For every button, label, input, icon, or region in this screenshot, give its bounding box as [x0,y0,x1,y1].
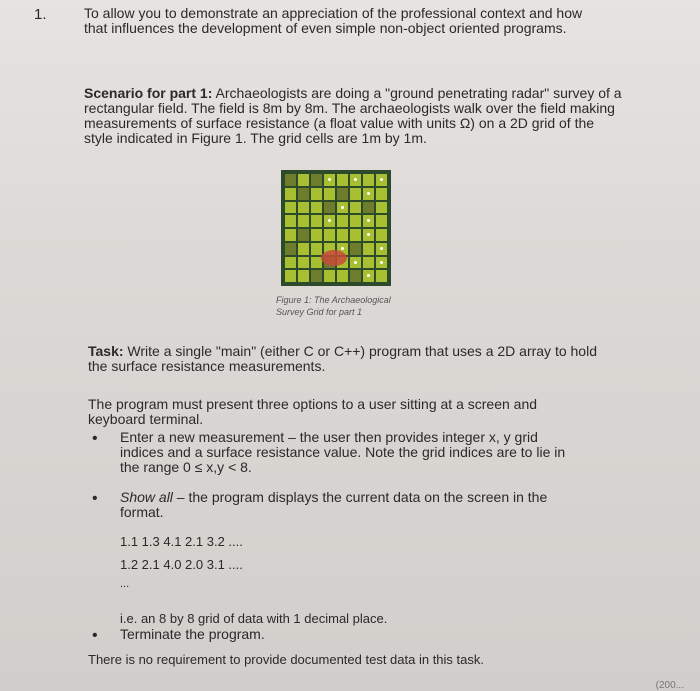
grid-cell [298,270,309,282]
grid-cell [363,202,374,214]
grid-cell [337,188,348,200]
grid-cell [298,229,309,241]
option-name: Enter a new measurement [120,429,285,445]
grid-cell [285,215,296,227]
grid-cell [363,257,374,269]
option-name: Show all [120,489,173,505]
grid-cell [285,188,296,200]
grid-cell [363,270,374,282]
format-note: i.e. an 8 by 8 grid of data with 1 decimal place. [120,611,388,626]
grid-cell [363,188,374,200]
grid-cell [324,229,335,241]
grid-cell [337,270,348,282]
grid-cell [324,202,335,214]
grid-cell [376,174,387,186]
grid-cell [311,215,322,227]
grid-cell [376,243,387,255]
grid-cell [285,270,296,282]
grid-cell [285,202,296,214]
grid-cell [350,243,361,255]
option-terminate [120,627,570,642]
bullet-icon: • [92,430,98,447]
format-row: ... [120,578,130,590]
scenario-label: Scenario for part 1: [84,85,213,101]
grid-cell [337,229,348,241]
survey-grid-figure [281,170,391,286]
grid-cell [350,174,361,186]
task-text: Write a single "main" (either C or C++) program that uses a 2D array to hold the surface resistance measurements. [88,343,597,374]
grid-cell [298,215,309,227]
grid-cell [350,229,361,241]
radar-anomaly-marker [321,250,347,266]
grid-cell [311,243,322,255]
grid-cell [311,229,322,241]
grid-cell [363,215,374,227]
figure-caption-line2: Survey Grid for part 1 [276,307,363,317]
grid-cell [350,188,361,200]
grid-cell [350,202,361,214]
grid-cell [350,215,361,227]
grid-cell [376,202,387,214]
grid-cell [337,215,348,227]
grid-cell [324,270,335,282]
format-row: 1.1 1.3 4.1 2.1 3.2 .... [120,534,243,549]
item-number: 1. [34,6,47,23]
format-row: 1.2 2.1 4.0 2.0 3.1 .... [120,557,243,572]
grid-cell [337,174,348,186]
grid-cell [324,188,335,200]
grid-cell [363,243,374,255]
grid-cell [350,257,361,269]
grid-cell [363,229,374,241]
grid-cell [285,229,296,241]
grid-cell [363,174,374,186]
option-show-all [120,490,570,520]
page-corner-text: (200... [655,680,684,691]
grid-cell [376,215,387,227]
grid-cell [376,257,387,269]
intro-paragraph: To allow you to demonstrate an appreciation of the professional context and how that influences the development of even simple non-object oriented programs. [84,5,583,36]
bullet-icon: • [92,627,98,644]
grid-cell [376,188,387,200]
grid-cell [298,188,309,200]
grid-cell [324,215,335,227]
grid-cell [298,202,309,214]
task-paragraph [88,344,598,374]
option-name: Terminate the program. [120,626,265,642]
bullet-icon: • [92,490,98,507]
grid-cell [324,174,335,186]
grid-cell [298,257,309,269]
figure-caption [276,294,391,318]
requirement-note: There is no requirement to provide documented test data in this task. [88,652,484,667]
grid-cell [376,270,387,282]
grid-cell [311,188,322,200]
scenario-paragraph [84,86,624,146]
option-text: – the user then provides integer x, y grid indices and a surface resistance value. Note the grid indices are to lie in the range 0 ≤ x,y < 8. [120,429,566,475]
grid-cell [311,174,322,186]
grid-cell [298,243,309,255]
grid-cell [311,202,322,214]
grid-cell [285,257,296,269]
grid-cell [337,202,348,214]
figure-caption-line1: Figure 1: The Archaeological [276,295,391,305]
program-intro: The program must present three options to a user sitting at a screen and keyboard terminal. [88,396,538,427]
task-label: Task: [88,343,124,359]
scenario-text: Archaeologists are doing a "ground penetrating radar" survey of a rectangular field. The field is 8m by 8m. The archaeologists walk over the field making measurements of surface resistance (a float value with units Ω) on a 2D grid of the style indicated in Figure 1. The grid cells are 1m by 1m. [84,85,622,146]
option-enter-measurement [120,430,570,475]
grid-cell [285,243,296,255]
option-text: – the program displays the current data on the screen in the format. [120,489,548,520]
grid-cell [376,229,387,241]
grid-cell [311,270,322,282]
grid-cell [350,270,361,282]
grid-cell [285,174,296,186]
grid-cell [298,174,309,186]
